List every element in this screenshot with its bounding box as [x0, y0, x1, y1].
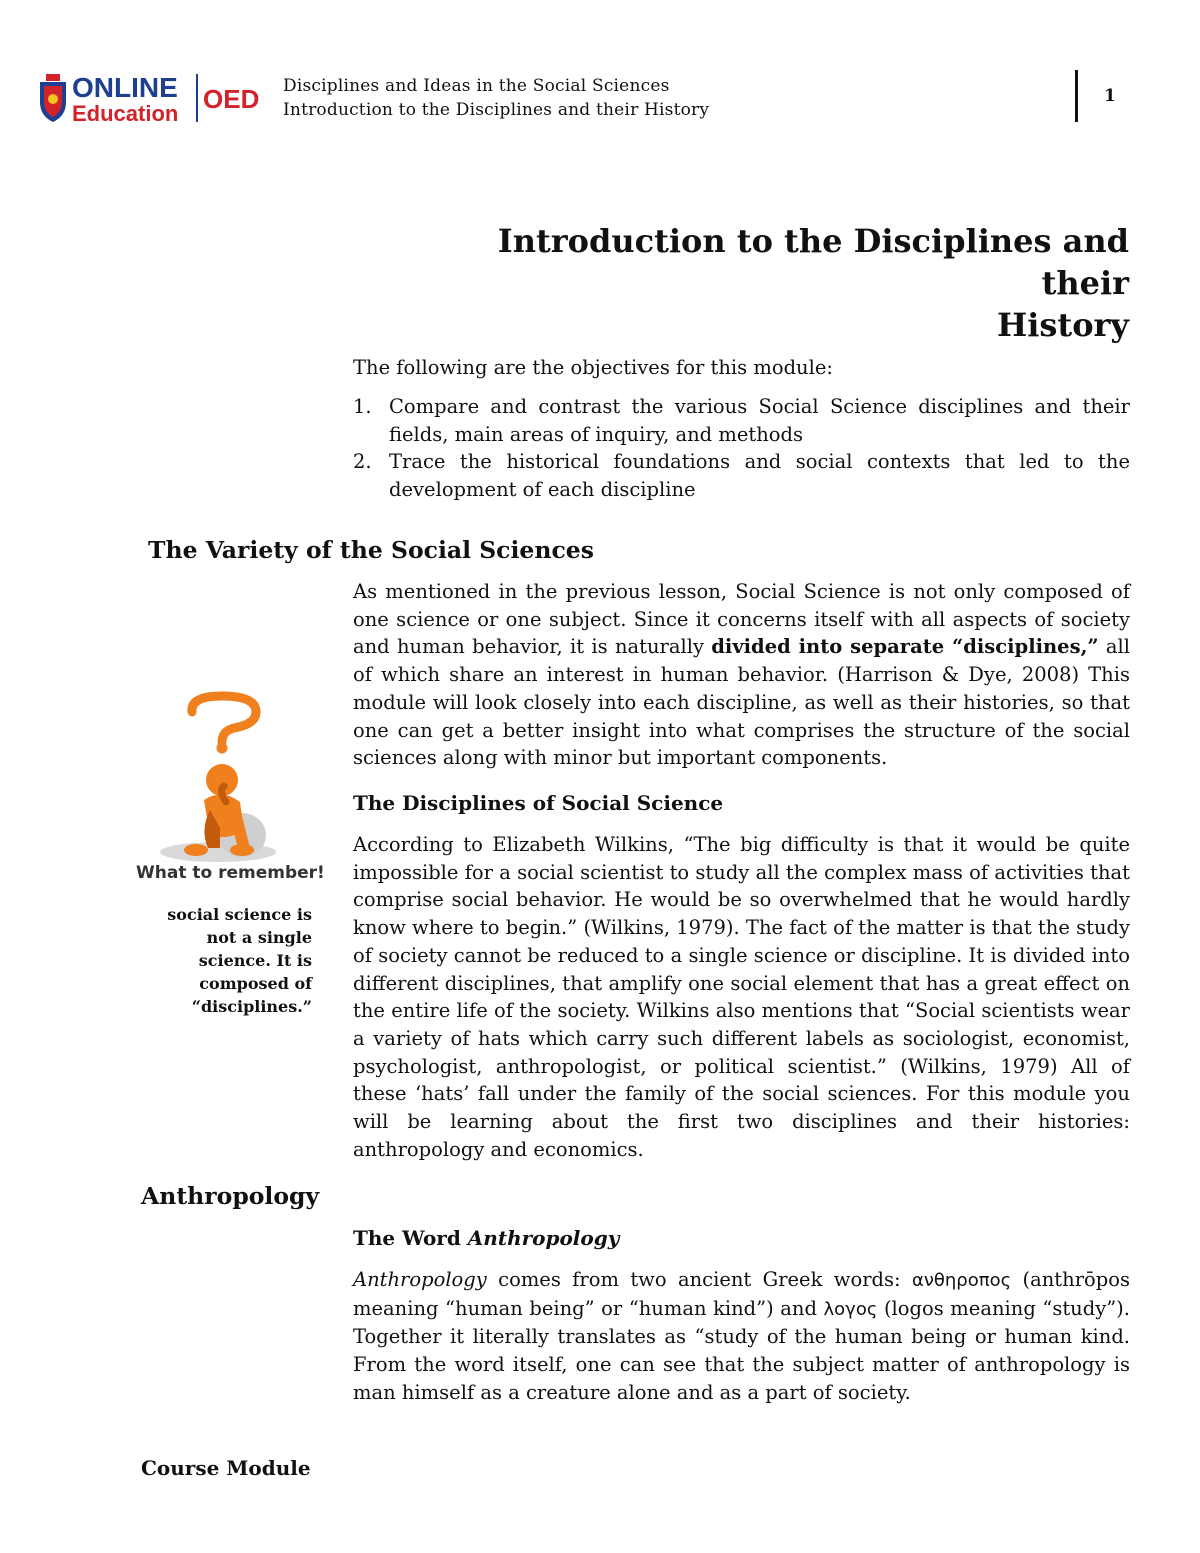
paragraph-anthropology [353, 1266, 1130, 1407]
greek-word: λογος [823, 1298, 878, 1320]
objectives-list [353, 393, 1130, 503]
callout-note-line: social science is [167, 905, 312, 924]
objectives-intro: The following are the objectives for this module: [353, 356, 833, 379]
course-title: Disciplines and Ideas in the Social Sciences [283, 76, 670, 96]
online-education-logo [36, 68, 276, 128]
header-titles [283, 74, 709, 122]
paragraph-wilkins: According to Elizabeth Wilkins, “The big difficulty is that it would be quite impossible for a social scientist to study all the complex mass of activities that comprise social behavior. He would be so overwhelmed that he would hardly know where to begin.” (Wilkins, 1979). The fact of the matter is that the study of society cannot be reduced to a single science or discipline. It is divided into different disciplines, that amplify one social element that has a great effect on the entire life of the society. Wilkins also mentions that “Social scientists wear a variety of hats which carry such different labels as sociologist, economist, psychologist, anthropologist, or political scientist.” (Wilkins, 1979) All of these ‘hats’ fall under the family of the social sciences. For this module you will be learning about the first two disciplines and their histories: anthropology and economics. [353, 833, 1130, 1161]
bold-phrase: divided into separate “disciplines,” [711, 635, 1099, 659]
paragraph-text: As mentioned in the previous lesson, Social Science is not only composed of one science or one subject. Since it concerns itself with all aspects of society and human behavior, it is naturally [353, 580, 1130, 659]
subheading-prefix: The Word [353, 1226, 468, 1250]
subheading-disciplines: The Disciplines of Social Science [353, 791, 724, 815]
module-title: Introduction to the Disciplines and their History [283, 100, 710, 120]
objective-text: Trace the historical foundations and social contexts that led to the development of each discipline [389, 450, 1130, 501]
page-title [409, 220, 1129, 346]
paragraph-text: all of which share an interest in human behavior. (Harrison & Dye, 2008) This module will look closely into each discipline, as well as their histories, so that one can get a better insight into what comprises the structure of the social sciences along with minor but important components. [353, 635, 1130, 770]
header-divider [1075, 70, 1078, 122]
page-title-line1: Introduction to the Disciplines and their [497, 222, 1129, 302]
brand-line1: ONLINE [72, 72, 178, 103]
objective-number: 1. [353, 395, 372, 418]
paragraph-text: (logos meaning “study”). Together it literally translates as “study of the human being or human kind. From the word itself, one can see that the subject matter of anthropology is man himself as a creature alone and as a part of society. [353, 1296, 1130, 1404]
paragraph-text: (anthrōpos meaning “human being” or “human kind”) and [353, 1268, 1130, 1320]
brand-line2: Education [72, 101, 179, 126]
italic-term: Anthropology [353, 1268, 487, 1291]
greek-word: ανθηροπος [911, 1270, 1012, 1291]
subheading-word-anthropology [353, 1226, 619, 1250]
paragraph-variety [353, 578, 1130, 772]
objective-text: Compare and contrast the various Social Science disciplines and their fields, main areas of inquiry, and methods [389, 395, 1130, 446]
subheading-italic: Anthropology [467, 1226, 620, 1250]
page-number: 1 [1104, 86, 1116, 106]
section-heading-anthropology: Anthropology [141, 1182, 320, 1210]
school-crest-icon [36, 68, 276, 128]
callout-note-line: composed of [199, 974, 312, 993]
page-title-line2: History [997, 306, 1129, 344]
callout-note [150, 903, 312, 1018]
brand-mark: OED [203, 84, 260, 114]
paragraph-text: comes from two ancient Greek words: [486, 1268, 912, 1291]
callout-note-line: science. It is [198, 951, 312, 970]
thinking-figure-question-mark-icon [130, 690, 330, 890]
what-to-remember-figure [130, 690, 330, 890]
objective-number: 2. [353, 450, 372, 473]
callout-note-line: “disciplines.” [191, 997, 312, 1016]
figure-caption: What to remember! [136, 863, 325, 883]
section-heading-variety: The Variety of the Social Sciences [148, 536, 594, 564]
objective-item [353, 393, 1130, 448]
callout-note-line: not a single [206, 928, 312, 947]
objective-item [353, 448, 1130, 503]
footer-label: Course Module [141, 1456, 311, 1480]
